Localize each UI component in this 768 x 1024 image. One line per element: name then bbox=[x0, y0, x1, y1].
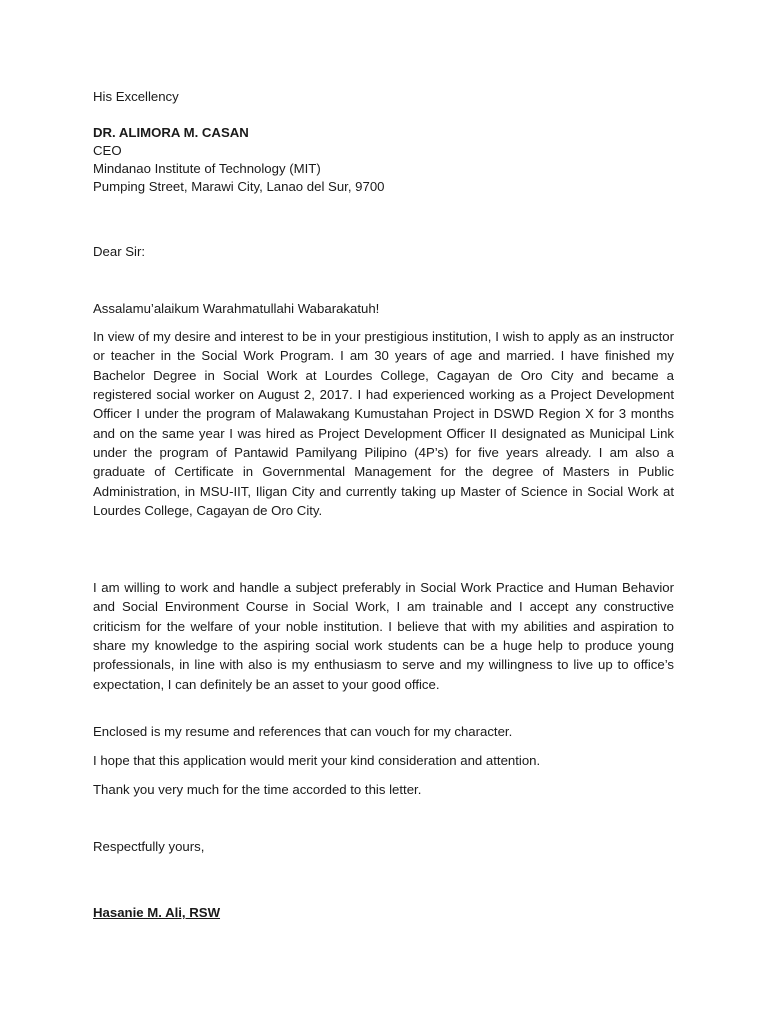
body-paragraph-5: Thank you very much for the time accorded to this letter. bbox=[93, 782, 422, 797]
recipient-address: Pumping Street, Marawi City, Lanao del Sur, 9700 bbox=[93, 179, 385, 194]
recipient-institution: Mindanao Institute of Technology (MIT) bbox=[93, 161, 321, 176]
body-paragraph-1: In view of my desire and interest to be in your prestigious institution, I wish to apply as an instructor or teacher in the Social Work Program. I am 30 years of age and married. I have finished my Bachelor Degree in Social Work at Lourdes College, Cagayan de Oro City and became a registered social worker on August 2, 2017. I had experienced working as a Project Development Officer I under the program of Malawakang Kumustahan Project in DSWD Region X for 3 months and on the same year I was hired as Project Development Officer II designated as Municipal Link under the program of Pantawid Pamilyang Pilipino (4P’s) for five years already. I am also a graduate of Certificate in Governmental Management for the degree of Masters in Public Administration, in MSU-IIT, Iligan City and currently taking up Master of Science in Social Work at Lourdes College, Cagayan de Oro City. bbox=[93, 329, 674, 519]
recipient-name: DR. ALIMORA M. CASAN bbox=[93, 125, 249, 140]
body-paragraph-4: I hope that this application would merit your kind consideration and attention. bbox=[93, 753, 541, 768]
closing: Respectfully yours, bbox=[93, 839, 205, 854]
recipient-position: CEO bbox=[93, 143, 122, 158]
body-paragraph-3: Enclosed is my resume and references that can vouch for my character. bbox=[93, 724, 513, 739]
signatory-name: Hasanie M. Ali, RSW bbox=[93, 905, 221, 920]
opening-greeting: Assalamu’alaikum Warahmatullahi Wabarakatuh! bbox=[93, 301, 380, 316]
greeting: Dear Sir: bbox=[93, 244, 146, 259]
body-paragraph-2: I am willing to work and handle a subject preferably in Social Work Practice and Human Behavior and Social Environment Course in Social Work, I am trainable and I accept any constructive criticism for the welfare of your noble institution. I believe that with my abilities and aspiration to share my knowledge to the aspiring social work students can be a huge help to produce young professionals, in line with also is my enthusiasm to serve and my willingness to live up to office’s expectation, I can definitely be an asset to your good office. bbox=[93, 580, 674, 692]
honorific: His Excellency bbox=[93, 89, 179, 104]
